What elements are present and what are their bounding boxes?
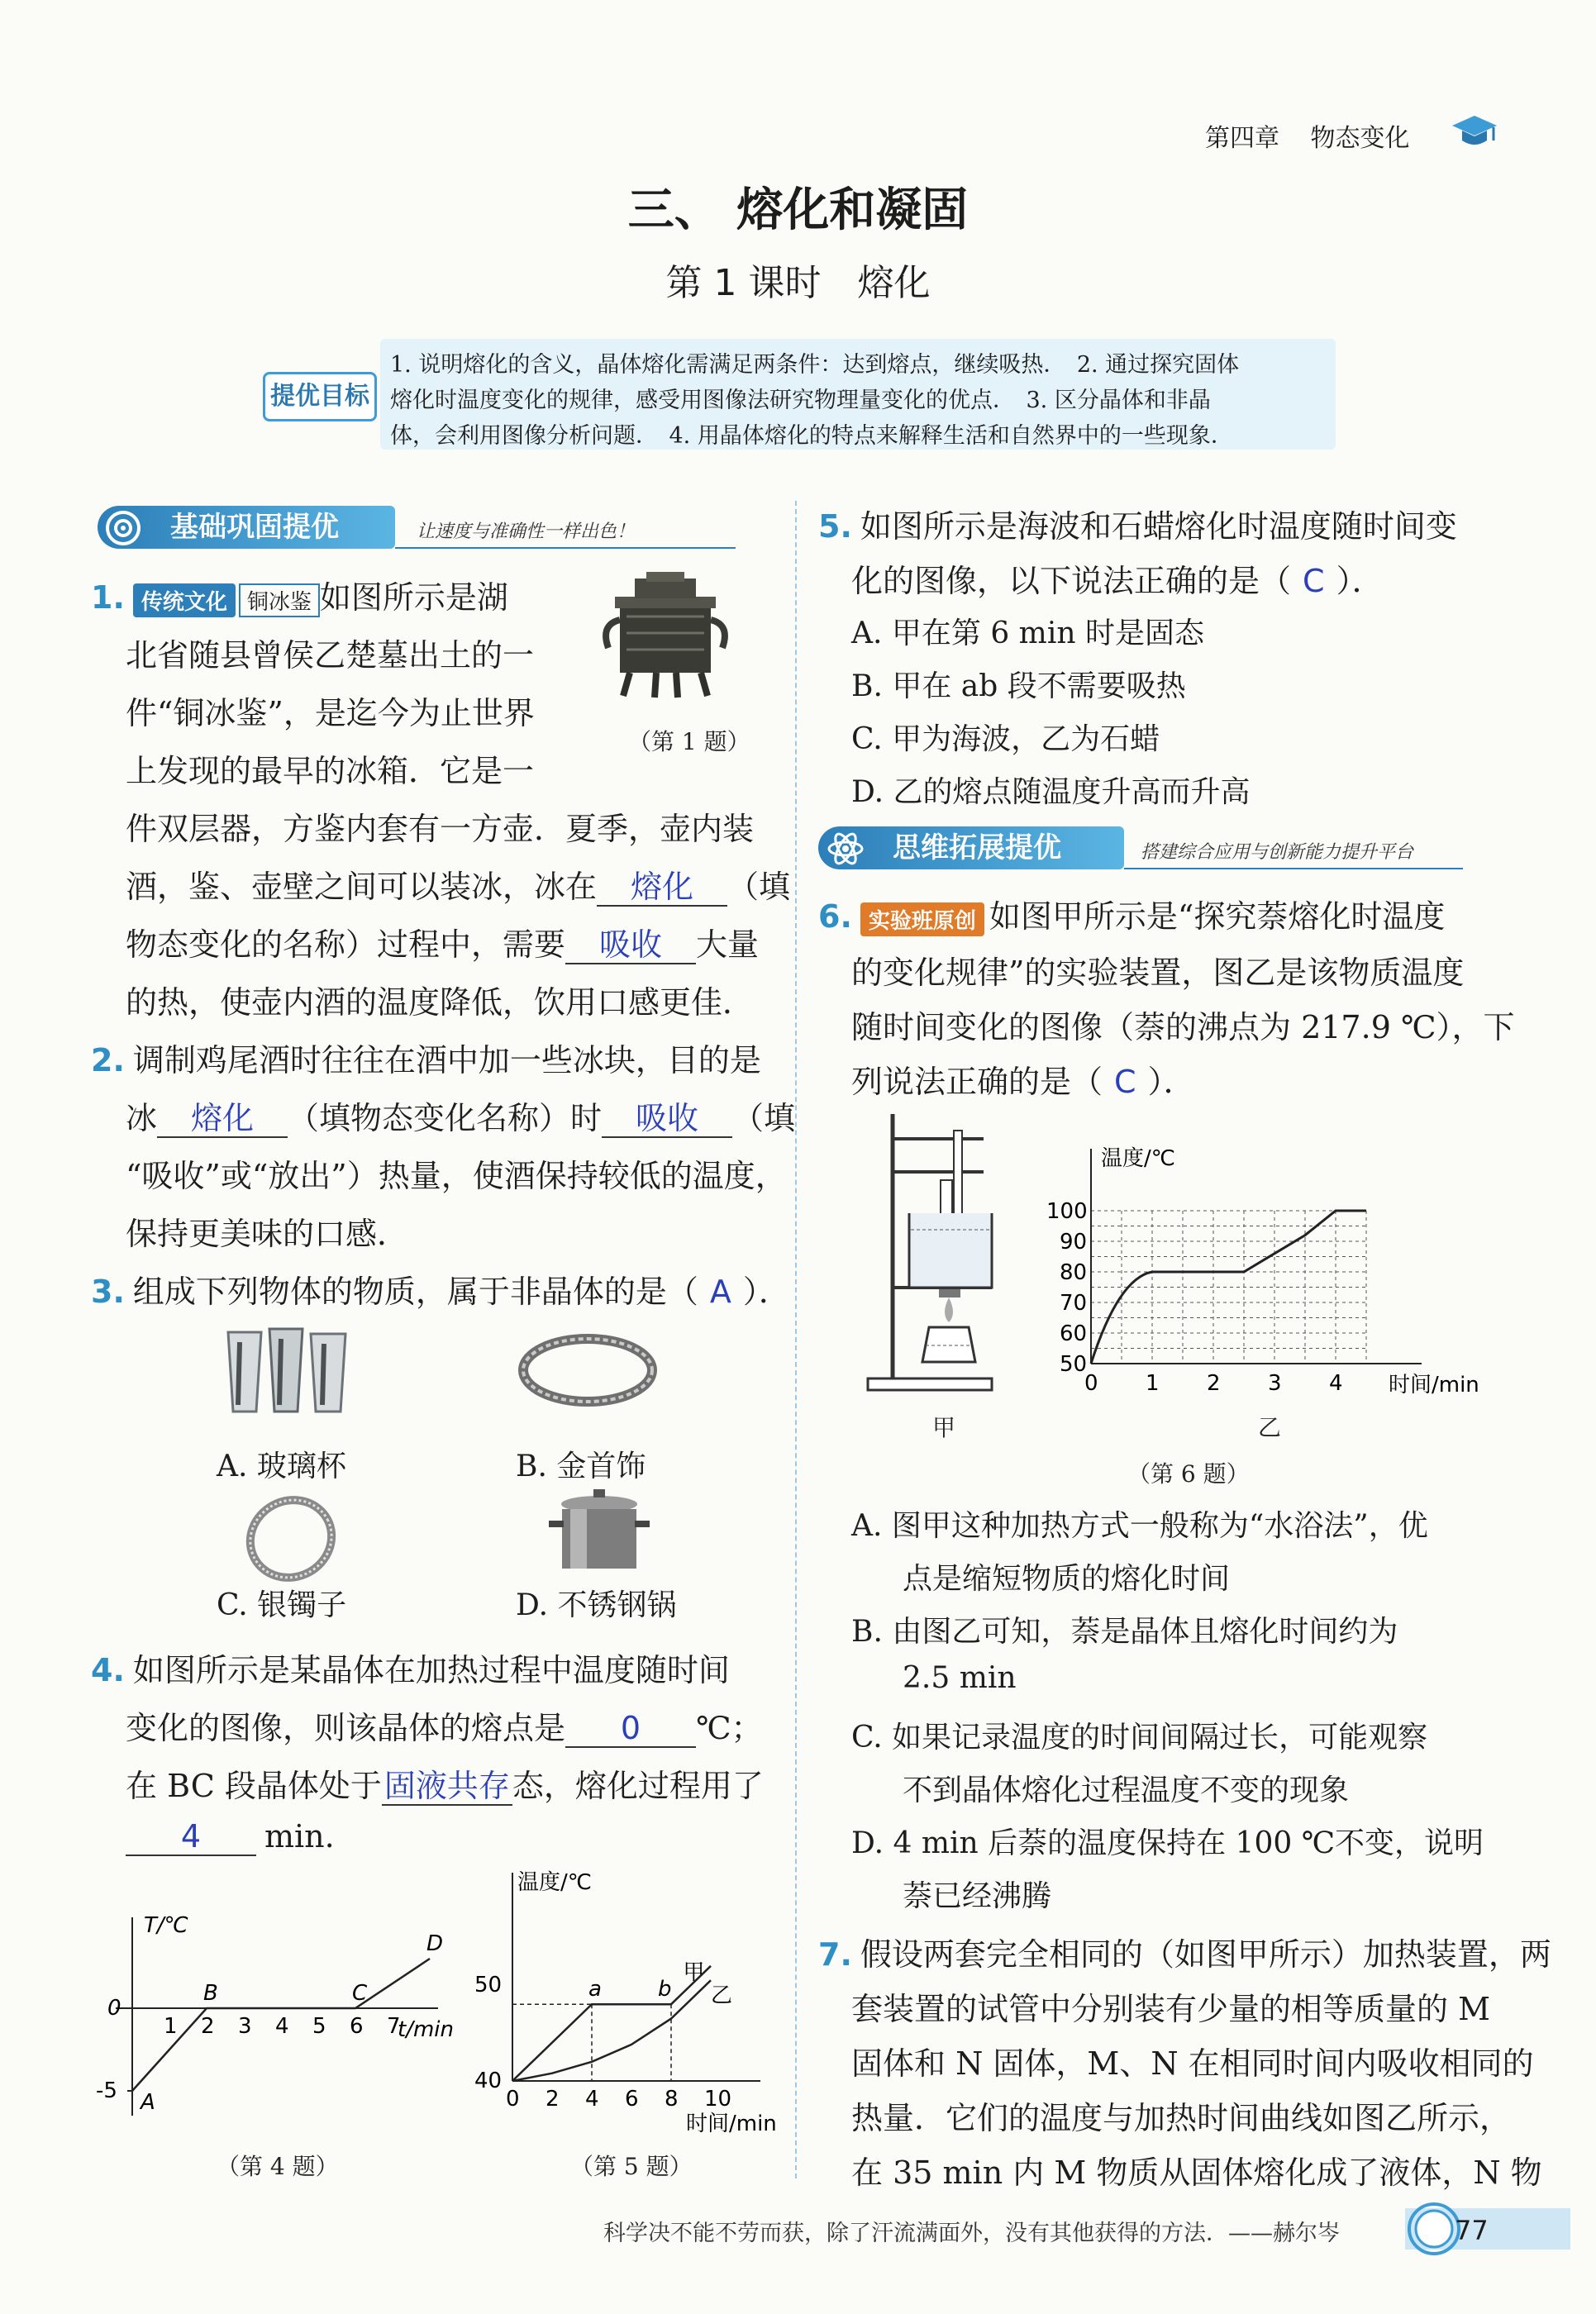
column-divider bbox=[795, 501, 797, 2178]
q5-text: 化的图像，以下说法正确的是（ bbox=[851, 563, 1292, 599]
section-basic-subtitle: 让速度与准确性一样出色！ bbox=[417, 521, 636, 542]
x-tick-label: 7 bbox=[387, 2014, 401, 2039]
point-label-b: b bbox=[658, 1977, 672, 2002]
q7-line5: 在 35 min 内 M 物质从固体熔化成了液体，N 物 bbox=[851, 2154, 1542, 2191]
q1-line8: 的热，使壶内酒的温度降低，饮用口感更佳． bbox=[126, 984, 755, 1021]
q6-text: ）． bbox=[1147, 1064, 1195, 1100]
point-label-A: A bbox=[141, 2090, 155, 2115]
footer-quote: 科学决不能不劳而获，除了汗流满面外，没有其他获得的方法．——赫尔岑 bbox=[603, 2221, 1340, 2246]
q4-caption: （第 4 题） bbox=[217, 2153, 339, 2180]
y-tick-label: 100 bbox=[1046, 1199, 1088, 1224]
y-tick-label: 70 bbox=[1060, 1291, 1088, 1316]
q6-temperature-chart bbox=[1041, 1140, 1504, 1413]
x-tick-label: 6 bbox=[625, 2087, 639, 2112]
q3-option-d: D. 不锈钢锅 bbox=[516, 1588, 677, 1622]
q4-text: 在 BC 段晶体处于 bbox=[126, 1768, 382, 1804]
x-tick-label: 2 bbox=[545, 2087, 560, 2112]
y-tick-label: 50 bbox=[474, 1973, 503, 1997]
q4-text: min. bbox=[264, 1818, 335, 1855]
q1-number: 1. bbox=[91, 579, 125, 616]
q3-option-a: A. 玻璃杯 bbox=[217, 1450, 346, 1483]
q5-answer: C bbox=[1303, 563, 1325, 599]
section-basic-title: 基础巩固提优 bbox=[170, 511, 339, 544]
q6-line1 bbox=[818, 891, 1445, 936]
q6-caption: （第 6 题） bbox=[1127, 1460, 1250, 1488]
q2-line2 bbox=[126, 1093, 795, 1138]
graduation-cap-icon bbox=[1451, 111, 1498, 152]
q4-line1 bbox=[91, 1645, 730, 1690]
section-advanced-title: 思维拓展提优 bbox=[893, 831, 1061, 864]
section-basic-bar bbox=[98, 506, 395, 549]
q3-answer: A bbox=[709, 1274, 731, 1310]
q1-caption: （第 1 题） bbox=[628, 728, 750, 755]
q1-line1 bbox=[91, 572, 508, 617]
silver-bracelet-image bbox=[231, 1488, 347, 1587]
q1-tag2: 铜冰鉴 bbox=[239, 583, 320, 617]
section-basic-underline bbox=[395, 547, 736, 549]
q6-option-a: A. 图甲这种加热方式一般称为“水浴法”，优 bbox=[851, 1509, 1428, 1543]
q2-line1 bbox=[91, 1035, 761, 1080]
q7-line3: 固体和 N 固体，M、N 在相同时间内吸收相同的 bbox=[851, 2045, 1534, 2082]
q4-answer3: 4 bbox=[126, 1820, 256, 1856]
q4-text: 如图所示是某晶体在加热过程中温度随时间 bbox=[132, 1652, 730, 1688]
q6-option-b: B. 由图乙可知，萘是晶体且熔化时间约为 bbox=[851, 1615, 1398, 1649]
q5-option-c: C. 甲为海波，乙为石蜡 bbox=[851, 722, 1160, 756]
q1-text: 酒，鉴、壶壁之间可以装冰，冰在 bbox=[126, 869, 598, 905]
x-tick-label: 10 bbox=[704, 2087, 732, 2112]
q6-number: 6. bbox=[818, 898, 852, 935]
q2-text: 冰 bbox=[126, 1100, 158, 1136]
glass-cups-image bbox=[222, 1326, 354, 1416]
q4-temperature-chart bbox=[83, 1909, 463, 2132]
q5-caption: （第 5 题） bbox=[570, 2153, 693, 2180]
x-tick-label: 0 bbox=[1084, 1371, 1098, 1396]
q6-option-c: C. 如果记录温度的时间间隔过长，可能观察 bbox=[851, 1721, 1428, 1755]
y-axis-label: T/℃ bbox=[144, 1913, 188, 1938]
q3-option-b: B. 金首饰 bbox=[516, 1450, 646, 1483]
bronze-ice-vessel-image bbox=[597, 570, 734, 702]
x-tick-label: 1 bbox=[164, 2014, 178, 2039]
goal-line: 熔化时温度变化的规律，感受用图像法研究物理量变化的优点． 3. 区分晶体和非晶 bbox=[390, 388, 1211, 413]
q5-text: 如图所示是海波和石蜡熔化时温度随时间变 bbox=[860, 508, 1457, 545]
q6-option-c-cont: 不到晶体熔化过程温度不变的现象 bbox=[903, 1774, 1350, 1807]
point-label-B: B bbox=[203, 1981, 218, 2006]
q5-option-b: B. 甲在 ab 段不需要吸热 bbox=[851, 669, 1186, 703]
page-title: 三、 熔化和凝固 bbox=[627, 183, 969, 237]
q6-line2: 的变化规律”的实验装置，图乙是该物质温度 bbox=[851, 955, 1465, 991]
x-tick-label: 4 bbox=[1329, 1371, 1343, 1396]
gold-bangle-image bbox=[517, 1331, 658, 1410]
target-icon bbox=[104, 509, 142, 547]
chapter-number: 第四章 bbox=[1205, 124, 1279, 153]
y-axis-label: 温度/℃ bbox=[517, 1870, 592, 1895]
q4-line2 bbox=[126, 1702, 763, 1748]
q2-answer2: 吸收 bbox=[602, 1102, 732, 1138]
q3-option-c: C. 银镯子 bbox=[217, 1588, 347, 1622]
y-axis-label: 温度/℃ bbox=[1101, 1146, 1175, 1171]
q4-text: 态，熔化过程用了 bbox=[512, 1768, 764, 1804]
q6-tag: 实验班原创 bbox=[860, 902, 984, 936]
q2-text: （填物态变化名称）时 bbox=[288, 1100, 603, 1136]
q1-line5: 件双层器，方鉴内套有一方壶．夏季，壶内装 bbox=[126, 811, 755, 847]
q1-line3: 件“铜冰鉴”，是迄今为止世界 bbox=[126, 695, 535, 731]
q7-line2: 套装置的试管中分别装有少量的相等质量的 M bbox=[851, 1991, 1490, 2027]
q1-text: 如图所示是湖 bbox=[319, 579, 508, 616]
q6-text: 列说法正确的是（ bbox=[851, 1064, 1103, 1100]
q6-answer: C bbox=[1114, 1064, 1136, 1100]
x-axis-label: 时间/min bbox=[686, 2112, 777, 2136]
series-label-甲: 甲 bbox=[683, 1960, 705, 1986]
y-tick-label: 80 bbox=[1060, 1260, 1088, 1285]
section-advanced-subtitle: 搭建综合应用与创新能力提升平台 bbox=[1141, 842, 1414, 863]
y-tick-label: 50 bbox=[1060, 1352, 1088, 1377]
page-number: 77 bbox=[1455, 2215, 1489, 2246]
q5-text: ）． bbox=[1336, 563, 1384, 599]
q1-line2: 北省随县曾侯乙楚墓出土的一 bbox=[126, 637, 535, 674]
q2-text: 调制鸡尾酒时往往在酒中加一些冰块，目的是 bbox=[132, 1042, 761, 1078]
x-tick-label: 1 bbox=[1146, 1371, 1160, 1396]
q6-text: 如图甲所示是“探究萘熔化时温度 bbox=[989, 898, 1446, 935]
x-tick-label: 2 bbox=[201, 2014, 215, 2039]
q4-answer1: 0 bbox=[565, 1712, 696, 1748]
q5-number: 5. bbox=[818, 508, 852, 545]
y-tick-label: 60 bbox=[1060, 1321, 1088, 1346]
x-tick-label: 4 bbox=[585, 2087, 599, 2112]
point-label-D: D bbox=[426, 1931, 444, 1956]
q6-option-d-cont: 萘已经沸腾 bbox=[903, 1879, 1052, 1913]
q4-number: 4. bbox=[91, 1652, 125, 1688]
q1-answer1: 熔化 bbox=[597, 870, 727, 907]
y-tick-label: 0 bbox=[107, 1996, 121, 2021]
q6-figure-a-label: 甲 bbox=[932, 1414, 956, 1441]
q6-line3: 随时间变化的图像（萘的沸点为 217.9 ℃），下 bbox=[851, 1009, 1515, 1045]
chapter-header bbox=[1205, 117, 1410, 154]
x-tick-label: 8 bbox=[665, 2087, 679, 2112]
goal-label: 提优目标 bbox=[263, 372, 377, 421]
q1-text: （填 bbox=[727, 869, 791, 905]
y-tick-label: 40 bbox=[474, 2069, 503, 2093]
series-line-甲 bbox=[512, 1966, 711, 2081]
q6-figure-b-label: 乙 bbox=[1258, 1414, 1282, 1441]
q5-option-a: A. 甲在第 6 min 时是固态 bbox=[851, 617, 1204, 650]
section-advanced-underline bbox=[1124, 868, 1463, 869]
q2-number: 2. bbox=[91, 1042, 125, 1078]
q5-line2 bbox=[851, 555, 1384, 601]
q5-option-d: D. 乙的熔点随温度升高而升高 bbox=[851, 775, 1251, 809]
q7-line4: 热量．它们的温度与加热时间曲线如图乙所示， bbox=[851, 2100, 1512, 2136]
q3-number: 3. bbox=[91, 1274, 125, 1310]
q4-text: ℃； bbox=[696, 1710, 763, 1746]
x-tick-label: 4 bbox=[275, 2014, 289, 2039]
q7-text: 假设两套完全相同的（如图甲所示）加热装置，两 bbox=[860, 1936, 1551, 1973]
x-tick-label: 6 bbox=[350, 2014, 364, 2039]
x-tick-label: 3 bbox=[238, 2014, 252, 2039]
steel-pot-image bbox=[545, 1488, 653, 1578]
x-tick-label: 2 bbox=[1207, 1371, 1221, 1396]
water-bath-apparatus-image bbox=[860, 1106, 1025, 1403]
atom-icon bbox=[827, 830, 865, 868]
q2-text: （填 bbox=[732, 1100, 796, 1136]
q4-line3 bbox=[126, 1760, 764, 1806]
x-tick-label: 0 bbox=[506, 2087, 520, 2112]
q3-line1 bbox=[91, 1266, 790, 1312]
goal-line: 体，会利用图像分析问题． 4. 用晶体熔化的特点来解释生活和自然界中的一些现象． bbox=[390, 423, 1233, 449]
q1-line7 bbox=[126, 919, 759, 964]
goal-line: 1. 说明熔化的含义，晶体熔化需满足两条件：达到熔点，继续吸热． 2. 通过探究固体 bbox=[390, 352, 1240, 378]
point-label-C: C bbox=[352, 1981, 368, 2006]
y-tick-label: 90 bbox=[1060, 1230, 1088, 1255]
q4-answer2: 固液共存 bbox=[382, 1769, 512, 1806]
chapter-title: 物态变化 bbox=[1310, 124, 1410, 153]
page-subtitle: 第 1 课时 熔化 bbox=[665, 262, 931, 304]
q1-text: 物态变化的名称）过程中，需要 bbox=[126, 926, 566, 963]
q1-line6 bbox=[126, 861, 790, 907]
q4-line4 bbox=[126, 1818, 335, 1856]
q7-number: 7. bbox=[818, 1936, 852, 1973]
q1-line4: 上发现的最早的冰箱．它是一 bbox=[126, 753, 535, 789]
point-label-a: a bbox=[588, 1977, 602, 2002]
q5-temperature-chart bbox=[463, 1864, 785, 2137]
q3-text: ）． bbox=[742, 1274, 790, 1310]
q2-answer1: 熔化 bbox=[157, 1102, 288, 1138]
y-tick-label: -5 bbox=[96, 2078, 117, 2103]
q3-text: 组成下列物体的物质，属于非晶体的是（ bbox=[132, 1274, 698, 1310]
q1-tag: 传统文化 bbox=[133, 583, 236, 617]
q1-text: 大量 bbox=[696, 926, 760, 963]
q6-line4 bbox=[851, 1056, 1195, 1102]
x-axis-label: t/min bbox=[398, 2017, 454, 2042]
q5-line1 bbox=[818, 501, 1457, 546]
q2-line3: “吸收”或“放出”）热量，使酒保持较低的温度， bbox=[126, 1158, 787, 1194]
q2-line4: 保持更美味的口感． bbox=[126, 1216, 409, 1252]
goal-text bbox=[390, 347, 1239, 454]
q4-text: 变化的图像，则该晶体的熔点是 bbox=[126, 1710, 566, 1746]
series-label-乙: 乙 bbox=[711, 1983, 733, 2008]
q6-option-d: D. 4 min 后萘的温度保持在 100 ℃不变，说明 bbox=[851, 1826, 1484, 1860]
x-axis-label: 时间/min bbox=[1389, 1373, 1479, 1397]
q6-option-b-cont: 2.5 min bbox=[903, 1661, 1017, 1695]
x-tick-label: 3 bbox=[1268, 1371, 1282, 1396]
q1-answer2: 吸收 bbox=[565, 928, 696, 964]
x-tick-label: 5 bbox=[312, 2014, 326, 2039]
q6-option-a-cont: 点是缩短物质的熔化时间 bbox=[903, 1562, 1231, 1596]
q7-line1 bbox=[818, 1929, 1551, 1974]
